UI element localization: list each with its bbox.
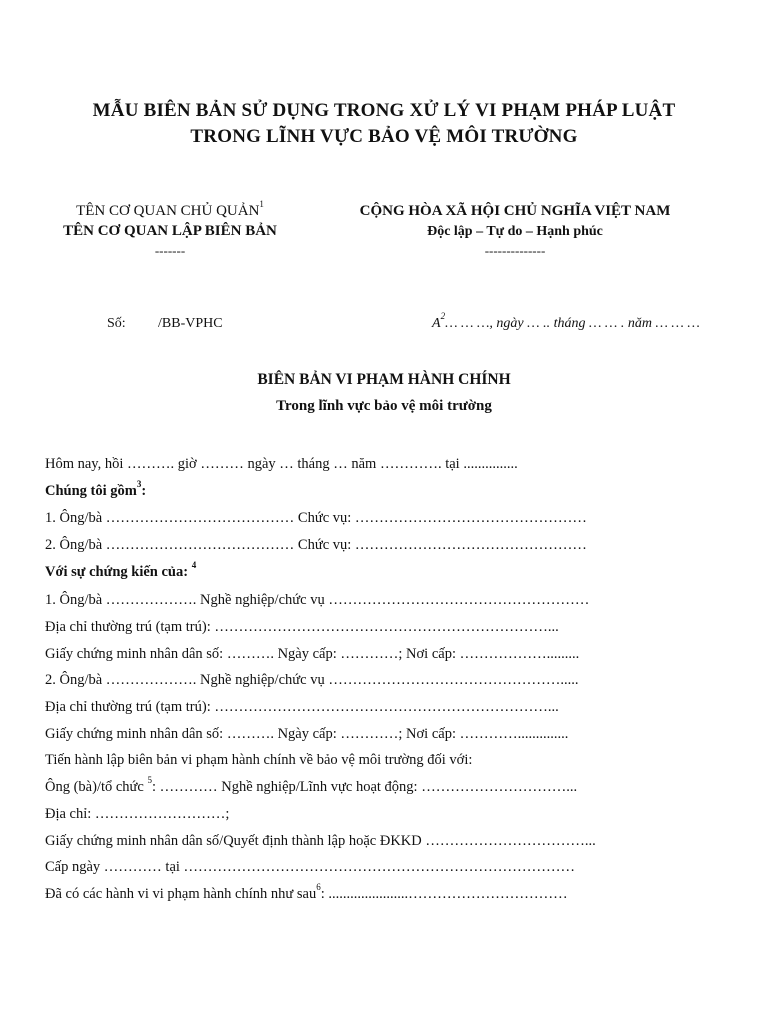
footnote-1: 1	[259, 199, 264, 209]
right-divider: --------------	[484, 243, 546, 258]
nation-name: CỘNG HÒA XÃ HỘI CHỦ NGHĨA VIỆT NAM	[359, 203, 671, 219]
officials-heading	[45, 479, 147, 500]
violator-label: Ông (bà)/tổ chức	[45, 779, 148, 795]
official-1-line: 1. Ông/bà ………………………………… Chức vụ: …………………………………………	[45, 510, 587, 526]
agency-name: TÊN CƠ QUAN LẬP BIÊN BẢN	[63, 223, 277, 239]
witness-2-address: Địa chỉ thường trú (tạm trú): ……………………………………………………………...	[45, 699, 559, 715]
violator-address: Địa chỉ: ………………………;	[45, 806, 230, 822]
national-motto: Độc lập – Tự do – Hạnh phúc	[427, 224, 603, 239]
document-number-code: /BB-VPHC	[158, 316, 223, 331]
date-text: … … …, ngày … .. tháng … … . năm … … …	[445, 316, 700, 331]
witness-1-line: 1. Ông/bà ………………. Nghề nghiệp/chức vụ ………………………………………………	[45, 592, 590, 608]
witness-2-id: Giấy chứng minh nhân dân số: ………. Ngày cấp: …………; Nơi cấp: …………..............	[45, 726, 569, 742]
agency-parent	[40, 199, 300, 220]
officials-heading-colon: :	[141, 483, 147, 499]
document-subtitle: Trong lĩnh vực bảo vệ môi trường	[276, 398, 492, 414]
witness-heading-text: Với sự chứng kiến của:	[45, 564, 192, 580]
violations-blank: : ......................……………………………	[320, 886, 568, 902]
document-number-label: Số:	[107, 316, 126, 331]
footnote-5: 5	[147, 775, 152, 786]
footnote-6: 6	[316, 882, 321, 893]
witness-heading	[45, 560, 197, 581]
witness-1-address: Địa chỉ thường trú (tạm trú): ……………………………………………………………...	[45, 619, 559, 635]
footnote-3: 3	[136, 479, 142, 490]
violations-label: Đã có các hành vi vi phạm hành chính như sau	[45, 886, 317, 902]
officials-heading-text: Chúng tôi gồm	[45, 483, 137, 499]
violator-details: : ………… Nghề nghiệp/Lĩnh vực hoạt động: …………………………...	[151, 779, 578, 795]
proceeding-statement: Tiến hành lập biên bản vi phạm hành chính về bảo vệ môi trường đối với:	[45, 752, 473, 768]
footnote-4: 4	[191, 560, 197, 571]
agency-parent-text: TÊN CƠ QUAN CHỦ QUẢN	[76, 203, 260, 219]
place-prefix: A	[432, 316, 441, 331]
violator-id-line: Giấy chứng minh nhân dân số/Quyết định thành lập hoặc ĐKKD ……………………………...	[45, 833, 596, 849]
official-2-line: 2. Ông/bà ………………………………… Chức vụ: …………………………………………	[45, 537, 587, 553]
violations-line	[45, 882, 568, 903]
form-title-line2: TRONG LĨNH VỰC BẢO VỆ MÔI TRƯỜNG	[190, 126, 578, 147]
footnote-2: 2	[440, 311, 446, 322]
issued-date-line: Cấp ngày ………… tại ………………………………………………………………………	[45, 859, 576, 875]
form-title-line1: MẪU BIÊN BẢN SỬ DỤNG TRONG XỬ LÝ VI PHẠM PHÁP LUẬT	[92, 100, 676, 121]
document-title: BIÊN BẢN VI PHẠM HÀNH CHÍNH	[257, 371, 511, 388]
violator-line	[45, 775, 578, 796]
meeting-time-line: Hôm nay, hồi ………. giờ ……… ngày … tháng … năm …………. tại ...............	[45, 456, 518, 472]
left-divider: -------	[154, 243, 186, 258]
witness-1-id: Giấy chứng minh nhân dân số: ………. Ngày cấp: …………; Nơi cấp: ……………….........	[45, 646, 580, 662]
witness-2-line: 2. Ông/bà ………………. Nghề nghiệp/chức vụ ………………………………………….....	[45, 672, 579, 688]
place-date-line	[432, 311, 700, 332]
